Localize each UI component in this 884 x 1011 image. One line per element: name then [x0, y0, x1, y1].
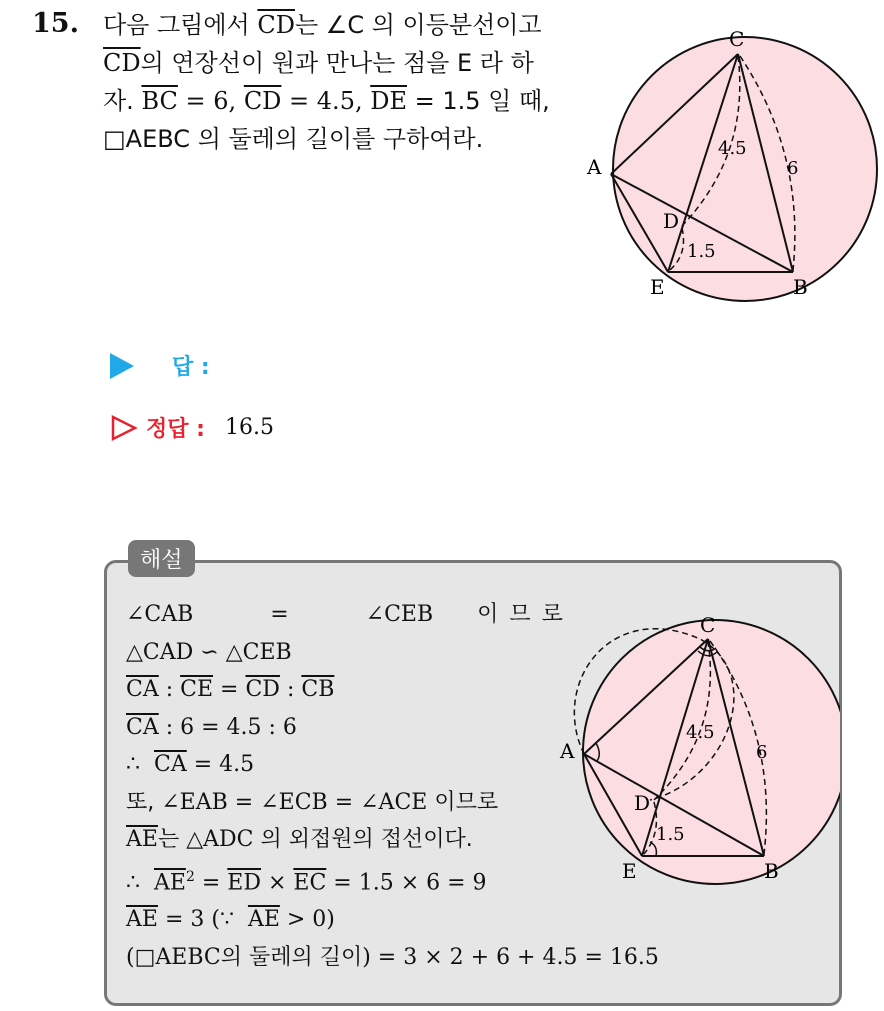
- solution-line: 또, ∠EAB = ∠ECB = ∠ACE 이므로: [126, 789, 499, 815]
- question-figure: [580, 24, 880, 304]
- solution-line: $\overline{CA}$ : $\overline{CE} = \overline{CD}$ : $\overline{CB}$: [126, 677, 335, 702]
- correct-answer-value: 16.5: [224, 415, 274, 440]
- label-c: C: [700, 613, 716, 637]
- label-cd-length: 4.5: [718, 138, 747, 159]
- solution-line: ∴ $\overline{CA} = 4.5$: [126, 752, 255, 777]
- label-bc-length: 6: [787, 158, 799, 179]
- question-number: 15.: [32, 8, 79, 39]
- label-b: B: [764, 859, 779, 883]
- solution-line: △CAD ∽ △CEB: [126, 639, 292, 665]
- correct-answer-label: 정답 :: [146, 417, 205, 442]
- correct-answer-row: [110, 412, 274, 443]
- question-line-1: 다음 그림에서 $\overline{CD}$는 ∠C 의 이등분선이고: [103, 11, 542, 39]
- outline-triangle-icon: [110, 414, 138, 442]
- answer-label: 답 :: [172, 355, 210, 380]
- label-b: B: [793, 275, 808, 299]
- circle: [613, 37, 877, 301]
- solution-tag: 해설: [128, 540, 195, 577]
- question-text: [103, 6, 573, 158]
- question-line-2: $\overline{CD}$의 연장선이 원과 만나는 점을 E 라 하: [103, 49, 534, 77]
- label-c: C: [729, 27, 745, 51]
- circle: [583, 620, 840, 884]
- label-a: A: [560, 739, 575, 763]
- label-de-length: 1.5: [656, 824, 685, 845]
- solution-line: ∴ $\overline{AE}^2 = \overline{ED} \times \overline{EC} = 1.5 \times 6 = 9$: [126, 868, 487, 895]
- play-triangle-icon: [110, 353, 134, 379]
- answer-row: [110, 350, 210, 381]
- solution-line: $\overline{CA}$ : 6 = 4.5 : 6: [126, 714, 297, 740]
- solution-line: $\overline{AE}$는 △ADC 의 외접원의 접선이다.: [126, 827, 473, 852]
- solution-line: (□AEBC의 둘레의 길이) = 3 × 2 + 6 + 4.5 = 16.5: [126, 944, 659, 970]
- label-bc-length: 6: [756, 742, 768, 763]
- label-d: D: [663, 209, 680, 233]
- label-e: E: [622, 859, 637, 883]
- solution-line: ∠CAB = ∠CEB 이 므 로: [126, 602, 563, 627]
- label-a: A: [587, 155, 602, 179]
- solution-line: $\overline{AE} = 3$ (∵ $\overline{AE} > 0$): [126, 907, 335, 933]
- label-cd-length: 4.5: [686, 722, 715, 743]
- label-de-length: 1.5: [687, 241, 716, 262]
- label-d: D: [634, 791, 651, 815]
- question-line-4: □AEBC 의 둘레의 길이를 구하여라.: [103, 125, 484, 153]
- label-e: E: [650, 275, 665, 299]
- solution-figure: [550, 604, 840, 894]
- question-line-3: 자. $\overline{BC} = 6$, $\overline{CD} = 4.5$, $\overline{DE} = 1.5$ 일 때,: [103, 87, 550, 115]
